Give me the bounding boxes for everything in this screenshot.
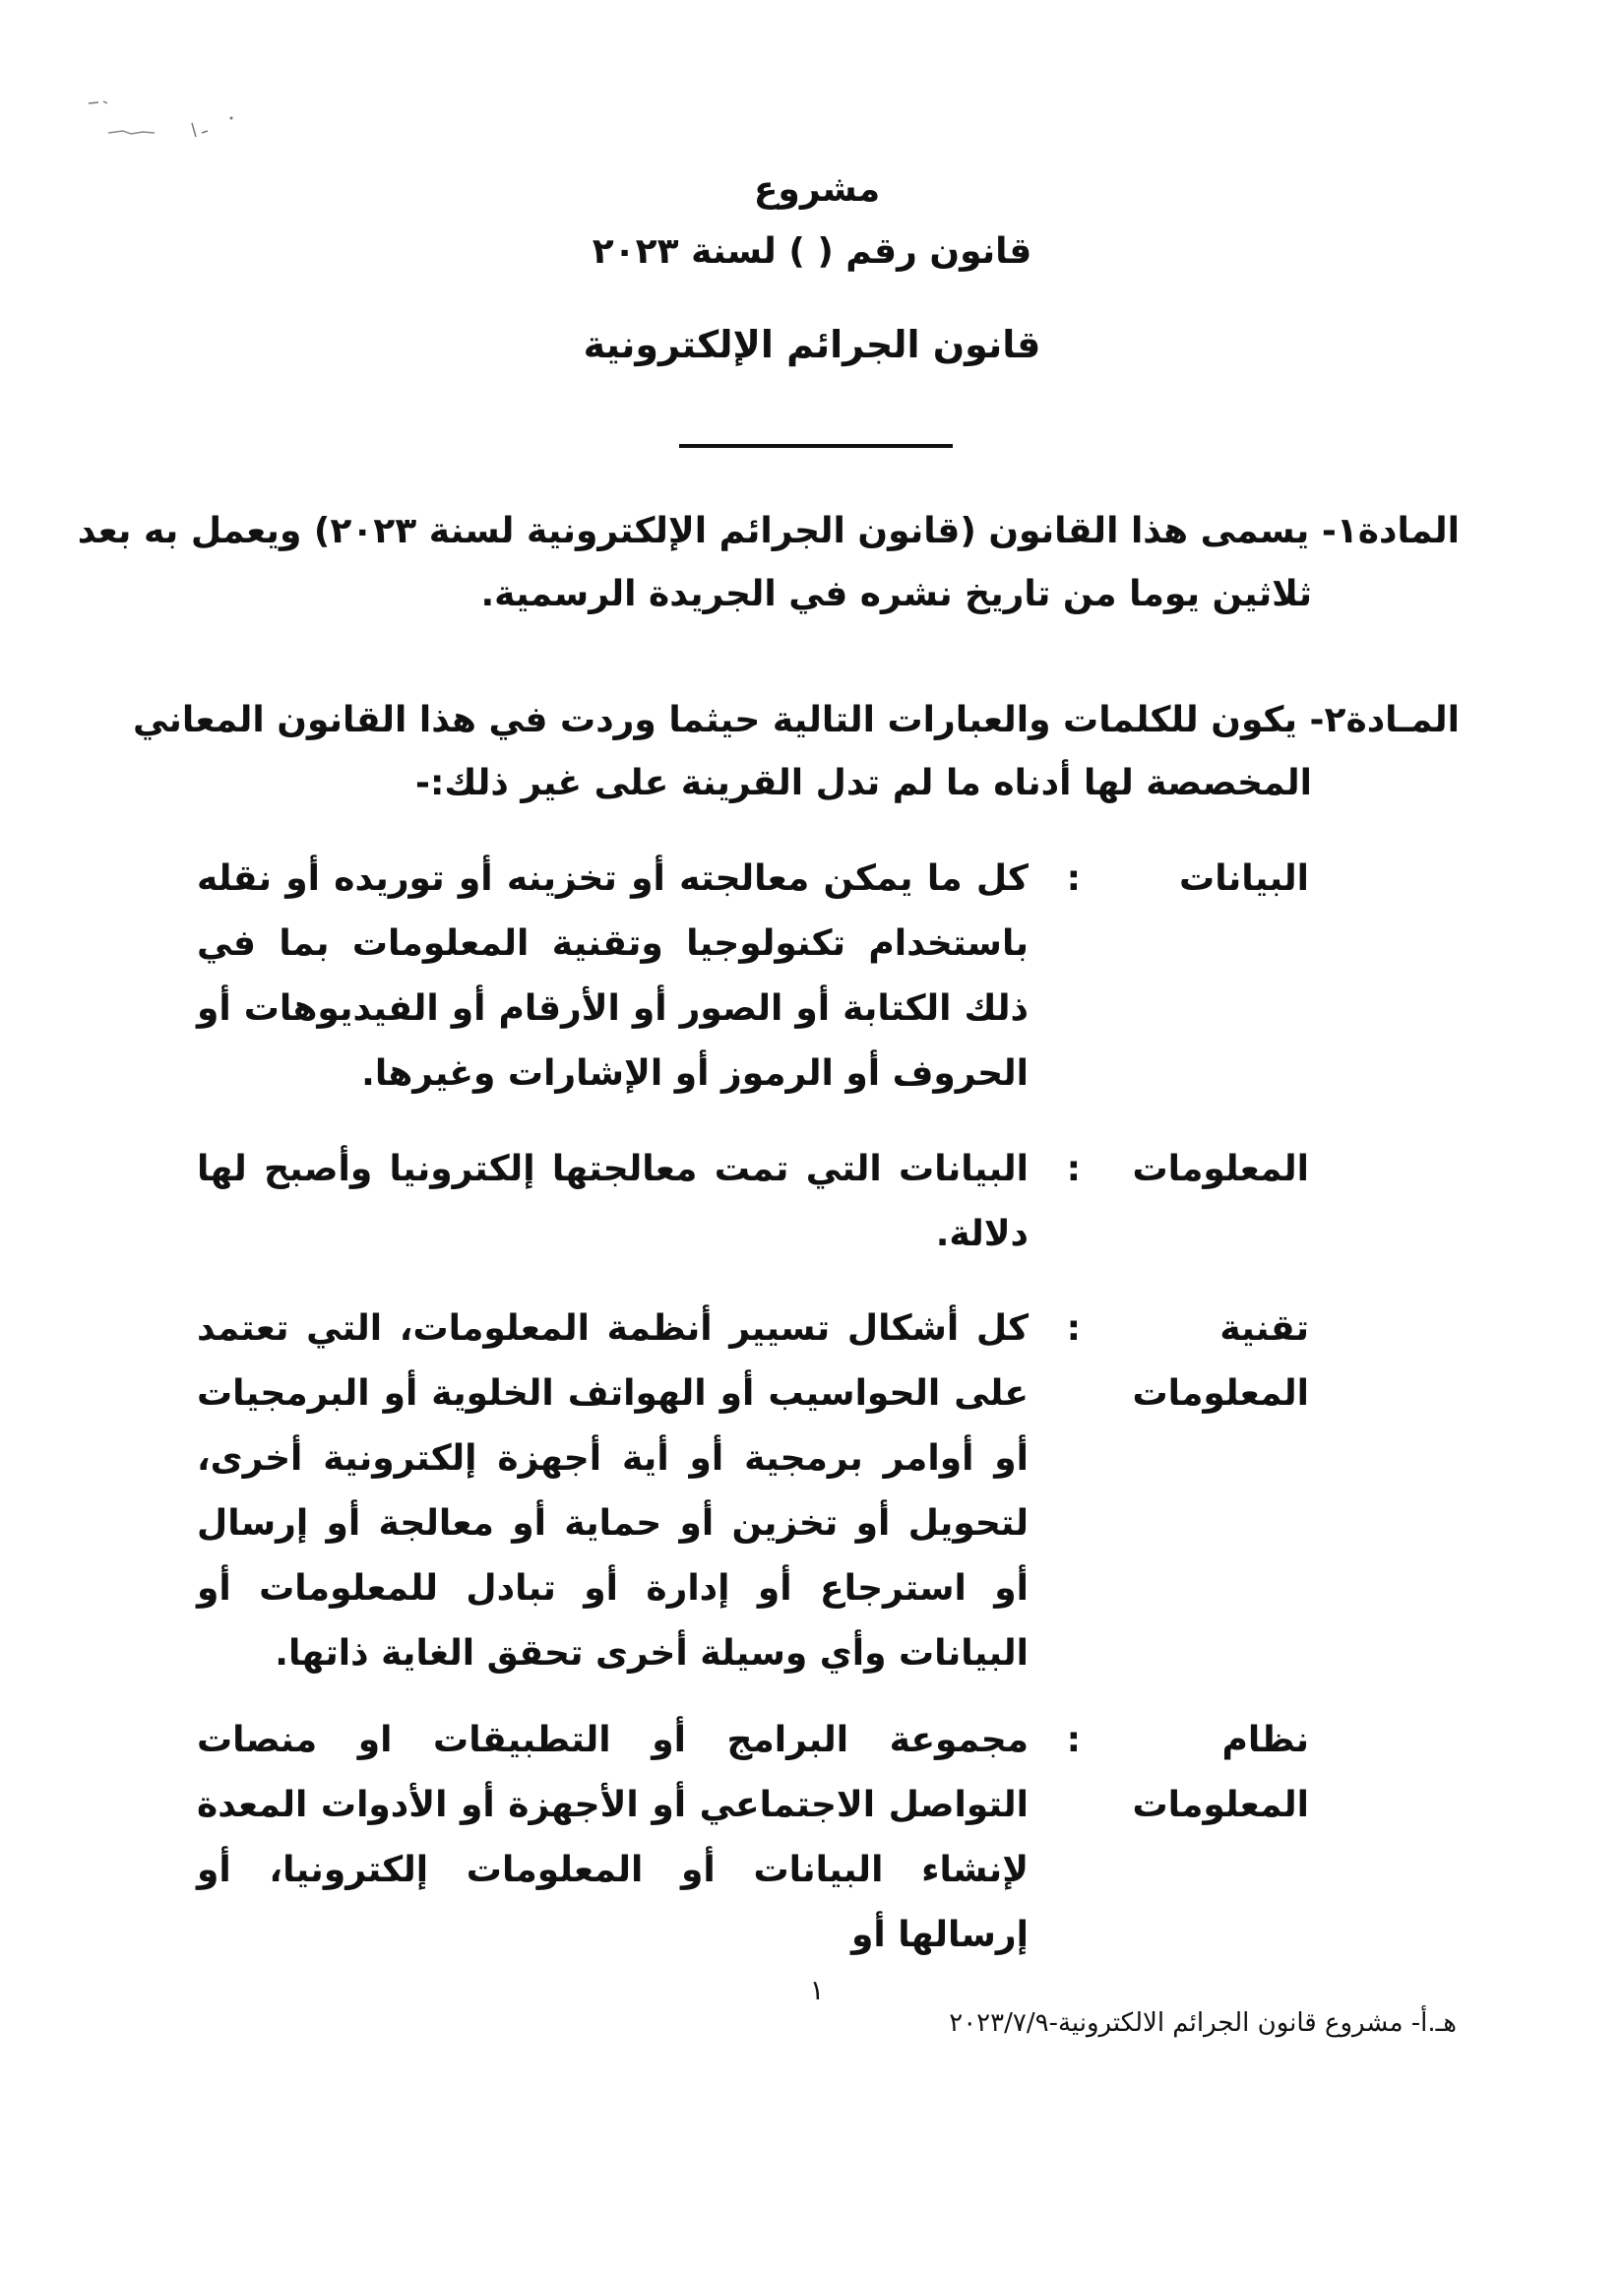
definition-separator: : [1066,858,1081,899]
scan-artifact-marks [84,94,261,153]
law-number: قانون رقم ( ) لسنة ٢٠٢٣ [592,231,1032,272]
article-1-line-1: المادة١- يسمى هذا القانون (قانون الجرائم الإلكترونية لسنة ٢٠٢٣) ويعمل به بعد [77,511,1460,551]
definition-term: نظام المعلومات [1132,1720,1309,1825]
definition-text: كل ما يمكن معالجته أو تخزينه أو توريده أو نقله باستخدام تكنولوجيا وتقنية المعلومات بما في ذلك الكتابة أو الصور أو الأرقام أو الفيديوهات أو الحروف أو الرموز أو الإشارات وغيرها. [197,858,1029,1094]
document-label: مشروع [753,169,881,210]
definition-text: كل أشكال تسيير أنظمة المعلومات، التي تعتمد على الحواسيب أو الهواتف الخلوية أو البرمجيات أو أوامر برمجية أو أية أجهزة إلكترونية أخرى، لتحويل أو تخزين أو حماية أو معالجة أو إرسال أو استرجاع أو إدارة أو تبادل للمعلومات أو البيانات وأي وسيلة أخرى تحقق الغاية ذاتها. [197,1308,1029,1674]
page-number: ١ [809,1974,825,2006]
definition-text: مجموعة البرامج أو التطبيقات او منصات التواصل الاجتماعي أو الأجهزة أو الأدوات المعدة لإنشاء البيانات أو المعلومات إلكترونيا، أو إرسالها أو [197,1720,1029,1955]
definition-separator: : [1066,1720,1081,1760]
definition-separator: : [1066,1149,1081,1189]
definition-term: المعلومات [1132,1149,1309,1189]
definition-text: البيانات التي تمت معالجتها إلكترونيا وأصبح لها دلالة. [197,1149,1029,1254]
law-title: قانون الجرائم الإلكترونية [583,323,1041,366]
article-1-line-2: ثلاثين يوما من تاريخ نشره في الجريدة الرسمية. [480,574,1312,614]
article-2-line-2: المخصصة لها أدناه ما لم تدل القرينة على غير ذلك:- [415,763,1312,803]
title-divider [679,444,953,448]
article-2 [132,689,1460,815]
definition-term: البيانات [1179,858,1309,899]
article-1 [77,500,1460,626]
definition-separator: : [1066,1308,1081,1349]
article-2-line-1: المـادة٢- يكون للكلمات والعبارات التالية حيثما وردت في هذا القانون المعاني [132,700,1460,740]
definition-term: تقنية المعلومات [1132,1308,1309,1414]
footer-reference: هـ.أ- مشروع قانون الجرائم الالكترونية-٢٠٢٣/٧/٩ [949,2008,1457,2038]
